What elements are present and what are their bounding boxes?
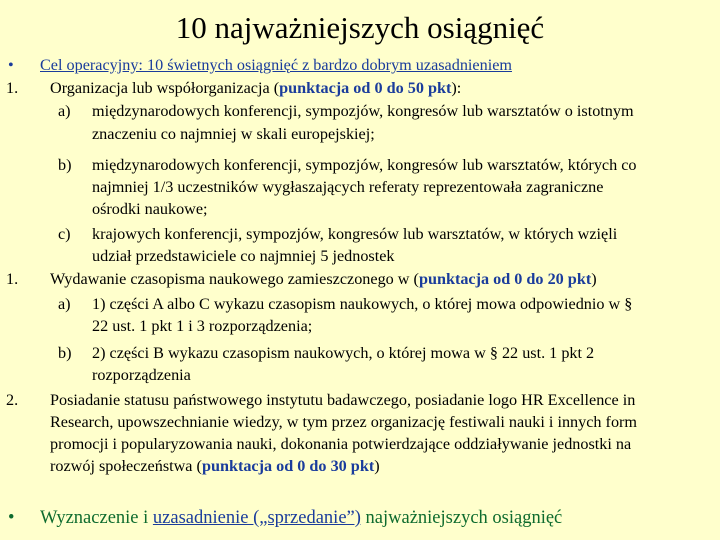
item-heading: Organizacja lub współorganizacja (punktacja od 0 do 50 pkt): [50, 79, 462, 97]
item-number: 2. [6, 391, 19, 409]
item-number: 1. [6, 270, 19, 288]
item-heading: Wydawanie czasopisma naukowego zamieszczonego w (punktacja od 0 do 20 pkt) [50, 270, 597, 288]
subitem-line: międzynarodowych konferencji, sympozjów, kongresów lub warsztatów, których co [92, 156, 637, 174]
subitem-line: międzynarodowych konferencji, sympozjów, kongresów lub warsztatów o istotnym [92, 102, 634, 120]
subitem-letter: c) [58, 225, 71, 243]
bullet-marker: • [8, 56, 14, 74]
subitem-line: 2) części B wykazu czasopism naukowych, o której mowa w § 22 ust. 1 pkt 2 [92, 344, 595, 362]
item-number: 1. [6, 79, 19, 97]
conclusion-statement: Wyznaczenie i uzasadnienie („sprzedanie”) najważniejszych osiągnięć [40, 508, 563, 528]
subitem-line: rozporządzenia [92, 366, 191, 384]
item-line: rozwój społeczeństwa (punktacja od 0 do 30 pkt) [50, 457, 380, 475]
subitem-line: 22 ust. 1 pkt 1 i 3 rozporządzenia; [92, 317, 313, 335]
score-range: punktacja od 0 do 20 pkt [418, 270, 592, 288]
subitem-letter: a) [58, 295, 71, 313]
subitem-letter: b) [58, 344, 72, 362]
subitem-line: najmniej 1/3 uczestników wygłaszających referaty reprezentowała zagraniczne [92, 178, 604, 196]
subitem-line: krajowych konferencji, sympozjów, kongresów lub warsztatów, w których wzięli [92, 225, 618, 243]
subitem-letter: a) [58, 102, 71, 120]
slide-title: 10 najważniejszych osiągnięć [175, 10, 545, 45]
score-range: punktacja od 0 do 30 pkt [201, 457, 375, 475]
bullet-marker: • [8, 508, 15, 528]
item-line: promocji i popularyzowania nauki, dokonania potwierdzające oddziaływanie jednostki na [50, 435, 632, 453]
emphasis: uzasadnienie („sprzedanie”) [152, 508, 361, 528]
goal-statement: Cel operacyjny: 10 świetnych osiągnięć z bardzo dobrym uzasadnieniem [40, 56, 512, 74]
item-line: Posiadanie statusu państwowego instytutu badawczego, posiadanie logo HR Excellence in [50, 391, 636, 409]
item-line: Research, upowszechnianie wiedzy, w tym przez organizację festiwali nauki i innych form [50, 413, 638, 431]
score-range: punktacja od 0 do 50 pkt [279, 79, 452, 97]
subitem-line: ośrodki naukowe; [92, 200, 208, 218]
subitem-line: znaczeniu co najmniej w skali europejskiej; [92, 125, 375, 143]
subitem-letter: b) [58, 156, 72, 174]
subitem-line: udział przedstawiciele co najmniej 5 jednostek [92, 247, 395, 265]
subitem-line: 1) części A albo C wykazu czasopism naukowych, o której mowa odpowiednio w § [92, 295, 633, 313]
